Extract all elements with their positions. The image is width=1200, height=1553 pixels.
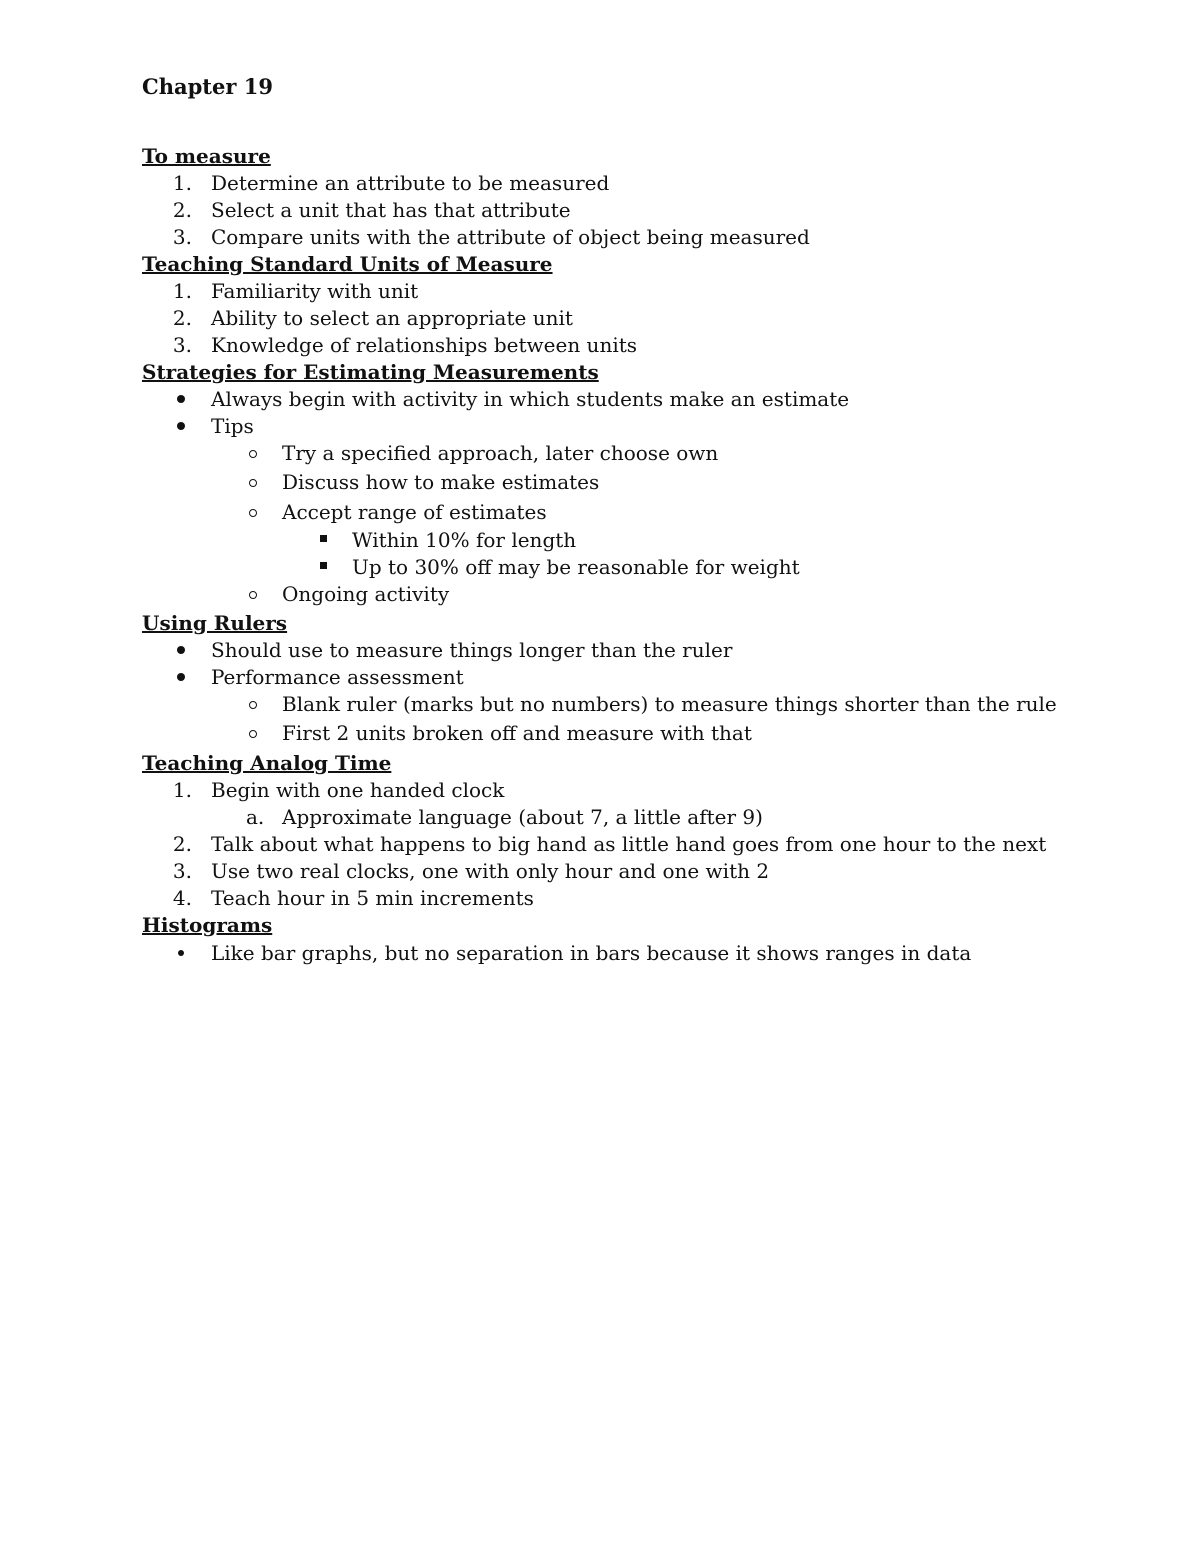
section-heading-to-measure: To measure (142, 144, 271, 168)
hollow-bullet-icon (249, 509, 257, 517)
list-item: Use two real clocks, one with only hour and one with 2 (211, 859, 770, 883)
bullet-icon (177, 422, 185, 430)
list-item: Up to 30% off may be reasonable for weight (352, 555, 800, 579)
section-heading-strategies-for-estimating: Strategies for Estimating Measurements (142, 360, 599, 384)
section-heading-teaching-analog-time: Teaching Analog Time (142, 751, 392, 775)
list-item: Try a specified approach, later choose own (282, 441, 719, 465)
list-item: Ongoing activity (282, 582, 450, 606)
list-number: 3. (172, 859, 192, 883)
hollow-bullet-icon (249, 591, 257, 599)
list-number: 1. (172, 778, 192, 802)
section-heading-using-rulers: Using Rulers (142, 611, 288, 635)
list-number: 2. (172, 306, 192, 330)
list-item: Accept range of estimates (282, 500, 547, 524)
list-item: Determine an attribute to be measured (211, 171, 610, 195)
hollow-bullet-icon (249, 730, 257, 738)
list-item: Begin with one handed clock (211, 778, 505, 802)
list-item: Within 10% for length (352, 528, 577, 552)
square-bullet-icon (320, 562, 327, 569)
list-item: Always begin with activity in which students make an estimate (211, 387, 850, 411)
section-heading-histograms: Histograms (142, 913, 273, 937)
bullet-icon (178, 950, 184, 956)
list-item: Should use to measure things longer than the ruler (211, 638, 733, 662)
list-item: Performance assessment (211, 665, 464, 689)
hollow-bullet-icon (249, 450, 257, 458)
hollow-bullet-icon (249, 701, 257, 709)
bullet-icon (177, 646, 185, 654)
list-item: Discuss how to make estimates (282, 470, 600, 494)
list-item: First 2 units broken off and measure with that (282, 721, 752, 745)
list-item: Tips (211, 414, 254, 438)
list-number: 1. (172, 171, 192, 195)
list-number: 3. (172, 333, 192, 357)
list-item: Blank ruler (marks but no numbers) to measure things shorter than the rule (282, 692, 1057, 716)
list-number: 2. (172, 198, 192, 222)
list-letter: a. (246, 805, 265, 829)
list-item: Approximate language (about 7, a little after 9) (282, 805, 763, 829)
list-item: Select a unit that has that attribute (211, 198, 571, 222)
bullet-icon (177, 673, 185, 681)
section-heading-teaching-standard-units: Teaching Standard Units of Measure (142, 252, 553, 276)
bullet-icon (177, 395, 185, 403)
list-item: Knowledge of relationships between units (211, 333, 638, 357)
list-item: Teach hour in 5 min increments (211, 886, 534, 910)
list-item: Like bar graphs, but no separation in bars because it shows ranges in data (211, 941, 972, 965)
list-number: 1. (172, 279, 192, 303)
list-number: 3. (172, 225, 192, 249)
list-item: Compare units with the attribute of object being measured (211, 225, 810, 249)
list-item: Familiarity with unit (211, 279, 419, 303)
list-number: 4. (172, 886, 192, 910)
list-number: 2. (172, 832, 192, 856)
list-item: Ability to select an appropriate unit (211, 306, 573, 330)
hollow-bullet-icon (249, 479, 257, 487)
page-title: Chapter 19 (142, 74, 273, 99)
square-bullet-icon (320, 535, 327, 542)
list-item: Talk about what happens to big hand as little hand goes from one hour to the next (211, 832, 1047, 856)
